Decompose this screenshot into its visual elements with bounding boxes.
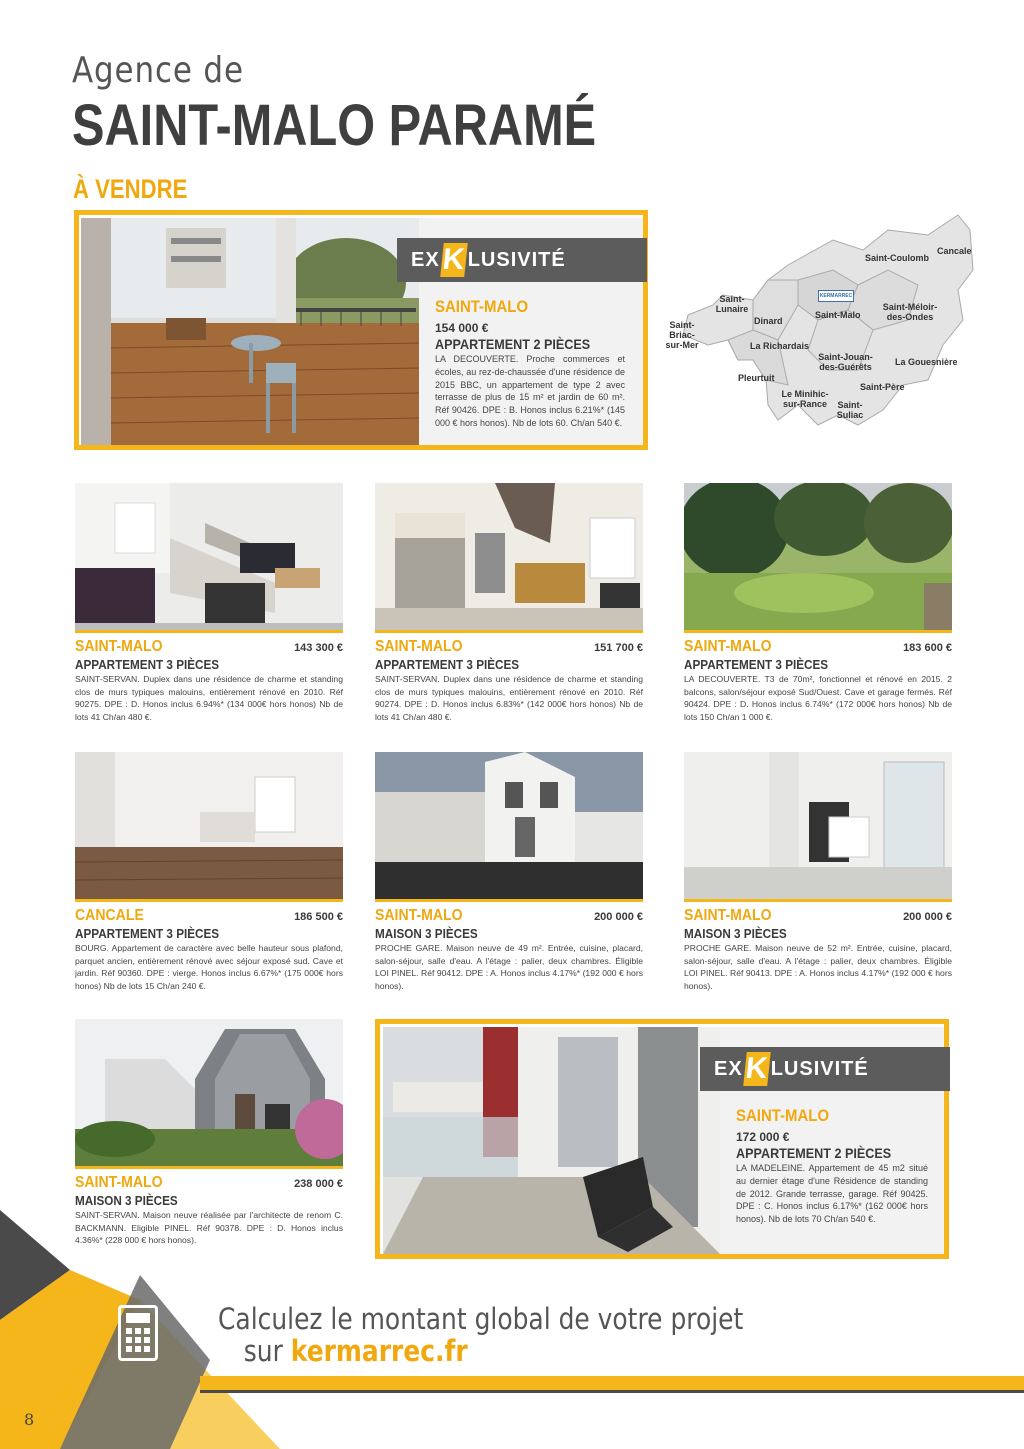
map-town: Saint-Père [860,382,905,392]
listing-card[interactable] [75,752,343,992]
map-town: La Gouesnière [895,357,958,367]
featured-description: LA MADELEINE. Appartement de 45 m2 situé au dernier étage d'une Résidence de standing de 2012. Grande terrasse, garage. Réf 90425. DPE : C. Honos inclus 6.17%* (162 000€ hors honos). Nb de lots 70 Ch/an 540 €. [736,1163,928,1225]
listing-city: SAINT-MALO [75,638,163,655]
listing-type: APPARTEMENT 3 PIÈCES [375,657,520,672]
page-title: SAINT-MALO PARAMÉ [72,93,597,158]
featured-city: SAINT-MALO [736,1106,830,1125]
map-town: Saint-Méloir- des-Ondes [882,302,938,322]
agency-pretitle: Agence de [72,50,244,91]
listing-city: SAINT-MALO [75,1174,163,1191]
website-link[interactable]: kermarrec.fr [290,1334,468,1368]
featured-type: APPARTEMENT 2 PIÈCES [736,1145,892,1161]
listing-card[interactable] [684,483,952,723]
page-number: 8 [24,1410,35,1429]
listing-type: APPARTEMENT 3 PIÈCES [75,926,220,941]
map-logo: KERMARREC [818,290,854,302]
listing-price: 186 500 € [294,911,343,923]
listing-price: 143 300 € [294,642,343,654]
k-logo-icon: K [743,1052,770,1085]
listing-description: LA DECOUVERTE. T3 de 70m², fonctionnel et rénové en 2015. 2 balcons, salon/séjour exposé Sud/Ouest. Cave et garage fermés. Réf 90424. DPE : D. Honos inclus 6.74%* (172 000€ hors honos) Nb de lots 150 Ch/an 1 000 €. [684,674,952,722]
area-map [658,210,988,440]
listing-city: CANCALE [75,907,144,924]
listing-price: 183 600 € [903,642,952,654]
listing-type: MAISON 3 PIÈCES [684,926,787,941]
featured-price: 154 000 € [435,321,489,335]
listing-city: SAINT-MALO [375,907,463,924]
map-town: Saint-Malo [815,310,861,320]
map-town: La Richardais [750,341,810,351]
listing-price: 200 000 € [903,911,952,923]
map-town: Le Minihic- sur-Rance [781,389,829,409]
listing-type: APPARTEMENT 3 PIÈCES [684,657,829,672]
listing-price: 151 700 € [594,642,643,654]
featured-listing-1[interactable] [74,210,648,450]
featured-type: APPARTEMENT 2 PIÈCES [435,336,591,352]
map-town: Saint- Suliac [836,400,864,420]
map-town: Dinard [754,316,783,326]
calculator-callout [218,1303,743,1367]
listing-city: SAINT-MALO [375,638,463,655]
map-town: Cancale [937,246,972,256]
exclusivity-badge: EX K LUSIVITÉ [397,238,647,282]
featured-description: LA DECOUVERTE. Proche commerces et écoles, au rez-de-chaussée d'une résidence de 2015 BBC, un appartement de type 2 avec terrasse de plus de 15 m² et jardin de 60 m². Réf 90426. DPE : B. Honos inclus 6.21%* (145 000 € hors honos). Nb de lots 60. Ch/an 540 €. [435,354,625,428]
listing-card[interactable] [75,483,343,723]
listing-photo [684,752,952,902]
listing-card[interactable] [375,752,643,992]
featured-city: SAINT-MALO [435,297,529,316]
listing-photo [75,483,343,633]
listing-photo [75,1019,343,1169]
listing-price: 200 000 € [594,911,643,923]
map-town: Pleurtuit [738,373,775,383]
map-town: Saint-Coulomb [865,253,929,263]
listing-type: MAISON 3 PIÈCES [75,1193,178,1208]
listing-description: BOURG. Appartement de caractère avec belle hauteur sous plafond, parquet ancien, entièrement rénové avec séjour exposé sud. Cave et jardin. Réf 90360. DPE : vierge. Honos inclus 6.67%* (175 000€ hors honos) Nb de lots 15 Ch/an 240 €. [75,943,343,991]
featured-price: 172 000 € [736,1130,790,1144]
listing-card[interactable] [684,752,952,992]
listing-price: 238 000 € [294,1178,343,1190]
listing-photo [375,752,643,902]
section-label: À VENDRE [73,174,188,204]
listing-city: SAINT-MALO [684,638,772,655]
map-town: Saint- Lunaire [715,294,749,314]
listing-card[interactable] [375,483,643,723]
listing-description: SAINT-SERVAN. Duplex dans une résidence de charme et standing clos de murs typiques malouins, entièrement rénové en 2010. Réf 90274. DPE : D. Honos inclus 6.83%* (142 000€ hors honos) Nb de lots 41 Ch/an 480 €. [375,674,643,722]
listing-description: PROCHE GARE. Maison neuve de 52 m². Entrée, cuisine, placard, salon-séjour, salle d'eau. A l'étage : palier, deux chambres. Éligible LOI PINEL. Réf 90413. DPE : A. Honos inclus 4.17%* (192 000 € hors honos). [684,943,952,991]
calculator-icon [118,1305,158,1361]
listing-description: SAINT-SERVAN. Maison neuve réalisée par l'architecte de renom C. BACKMANN. Eligible PINEL. Réf 90378. DPE : D. Honos inclus 4.36%* (228 000 € hors honos). [75,1210,343,1245]
listing-description: PROCHE GARE. Maison neuve de 49 m². Entrée, cuisine, placard, salon-séjour, salle d'eau. A l'étage : palier, deux chambres. Éligible LOI PINEL. Réf 90412. DPE : A. Honos inclus 4.17%* (192 000 € hors honos). [375,943,643,991]
listing-city: SAINT-MALO [684,907,772,924]
featured-photo-terrace [81,218,419,445]
map-town: Saint-Briac- sur-Mer [665,320,699,350]
calculator-callout-line2: sur [243,1334,291,1368]
listing-photo [375,483,643,633]
listing-description: SAINT-SERVAN. Duplex dans une résidence de charme et standing clos de murs typiques malouins, entièrement rénové en 2010. Réf 90275. DPE : D. Honos inclus 6.94%* (134 000€ hors honos) Nb de lots 41 Ch/an 480 €. [75,674,343,722]
map-town: Saint-Jouan- des-Guérêts [818,352,873,372]
listing-photo [684,483,952,633]
k-logo-icon: K [440,243,467,276]
listing-photo [75,752,343,902]
listing-type: MAISON 3 PIÈCES [375,926,478,941]
calculator-callout-line1: Calculez le montant global de votre projet [218,1302,744,1336]
exclusivity-badge: EX K LUSIVITÉ [700,1047,950,1091]
listing-type: APPARTEMENT 3 PIÈCES [75,657,220,672]
